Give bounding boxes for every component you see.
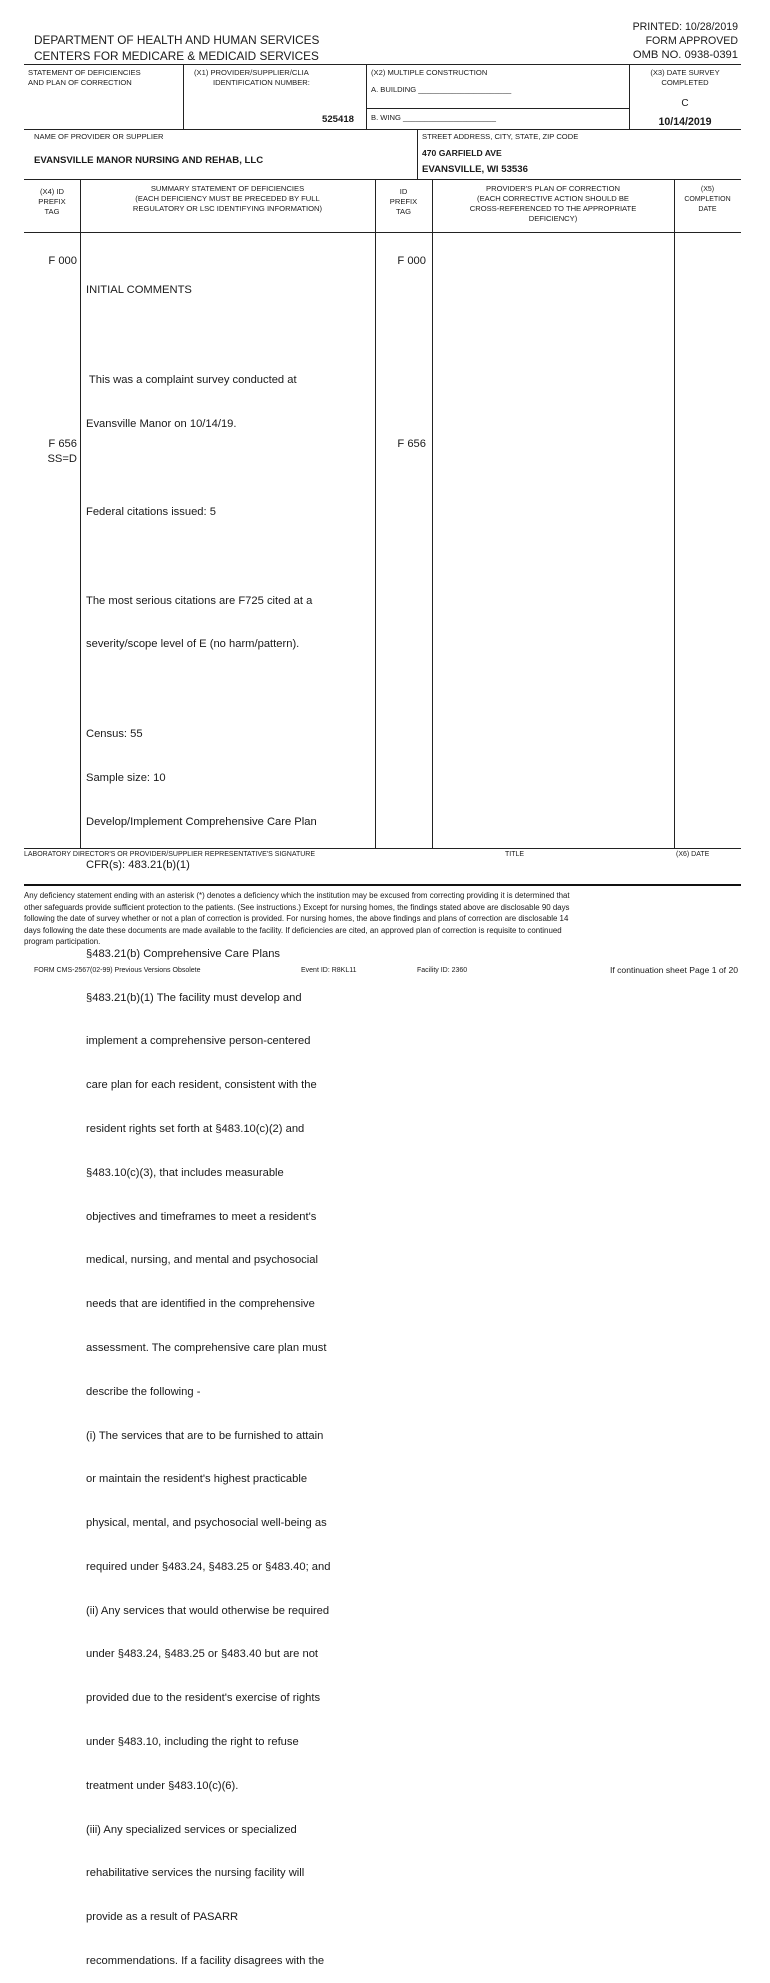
body-line: physical, mental, and psychosocial well-being as xyxy=(86,1517,327,1530)
body-line: Federal citations issued: 5 xyxy=(86,506,216,519)
x2-building: A. BUILDING ______________________ xyxy=(371,85,512,94)
body-line: §483.21(b) Comprehensive Care Plans xyxy=(86,947,281,960)
disclaimer-line: program participation. xyxy=(24,937,101,947)
completion-date-header: (X5) COMPLETION DATE xyxy=(684,186,731,213)
printed-date: PRINTED: 10/28/2019 xyxy=(632,21,738,33)
body-line: Census: 55 xyxy=(86,728,143,740)
disclaimer-text xyxy=(24,890,741,948)
body-line: Develop/Implement Comprehensive Care Plan xyxy=(86,815,317,828)
provider-name: EVANSVILLE MANOR NURSING AND REHAB, LLC xyxy=(34,155,264,166)
body-line: treatment under §483.10(c)(6). xyxy=(86,1779,239,1792)
body-line: (i) The services that are to be furnished to attain xyxy=(86,1429,324,1442)
street-address: 470 GARFIELD AVE xyxy=(422,148,502,158)
x2-label: (X2) MULTIPLE CONSTRUCTION xyxy=(371,68,488,77)
title-label: TITLE xyxy=(505,851,525,858)
address-label: STREET ADDRESS, CITY, STATE, ZIP CODE xyxy=(422,132,579,141)
body-line: implement a comprehensive person-centered xyxy=(86,1035,311,1048)
body-line: or maintain the resident's highest practicable xyxy=(86,1473,308,1486)
form-id: FORM CMS-2567(02-99) Previous Versions Obsolete xyxy=(34,967,201,974)
body-line: Evansville Manor on 10/14/19. xyxy=(86,417,237,430)
body-line xyxy=(86,327,372,342)
signature-label: LABORATORY DIRECTOR'S OR PROVIDER/SUPPLIER REPRESENTATIVE'S SIGNATURE xyxy=(24,851,316,858)
body-line: assessment. The comprehensive care plan must xyxy=(86,1341,327,1354)
body-line: The most serious citations are F725 cited at a xyxy=(86,594,313,607)
body-line: care plan for each resident, consistent with the xyxy=(86,1079,317,1092)
omb-number: OMB NO. 0938-0391 xyxy=(632,49,738,61)
summary-header: SUMMARY STATEMENT OF DEFICIENCIES (EACH DEFICIENCY MUST BE PRECEDED BY FULL REGULATORY OR LSC IDENTIFYING INFORMATION) xyxy=(132,184,323,213)
department-title: DEPARTMENT OF HEALTH AND HUMAN SERVICES xyxy=(34,33,320,47)
provider-id-number: 525418 xyxy=(322,114,355,125)
agency-title: CENTERS FOR MEDICARE & MEDICAID SERVICES xyxy=(34,49,319,63)
body-line: provide as a result of PASARR xyxy=(86,1911,239,1924)
survey-date: 10/14/2019 xyxy=(658,116,712,128)
body-line: needs that are identified in the comprehensive xyxy=(86,1298,315,1311)
body-line: objectives and timeframes to meet a resident's xyxy=(86,1210,317,1223)
x3-letter: C xyxy=(681,98,689,109)
body-line: medical, nursing, and mental and psychosocial xyxy=(86,1254,318,1267)
x1-label: (X1) PROVIDER/SUPPLIER/CLIA IDENTIFICATION NUMBER: xyxy=(194,68,310,87)
body-line xyxy=(86,681,372,696)
body-line: §483.10(c)(3), that includes measurable xyxy=(86,1166,284,1179)
page-indicator: If continuation sheet Page 1 of 20 xyxy=(609,965,738,975)
prefix-tag: F 656 xyxy=(48,438,77,450)
body-line: under §483.10, including the right to refuse xyxy=(86,1735,299,1748)
disclaimer-line: following the date of survey whether or not a plan of correction is provided. For nursing homes, the above findings and plans of correction are disclosable 14 xyxy=(24,914,569,924)
id-prefix-header: ID PREFIX TAG xyxy=(389,187,418,216)
x4-id-prefix-header: (X4) ID PREFIX TAG xyxy=(38,187,66,216)
scope-severity-tag: SS=D xyxy=(47,453,77,465)
body-line: describe the following - xyxy=(86,1385,201,1398)
statement-label: STATEMENT OF DEFICIENCIES AND PLAN OF CORRECTION xyxy=(28,68,141,87)
body-line: required under §483.24, §483.25 or §483.40; and xyxy=(86,1560,331,1573)
prefix-tag: F 000 xyxy=(48,255,77,267)
deficiency-summary-text xyxy=(86,254,372,1983)
body-line: Sample size: 10 xyxy=(86,771,166,784)
signature-date-label: (X6) DATE xyxy=(676,851,710,858)
body-line: INITIAL COMMENTS xyxy=(86,284,192,297)
form-approved: FORM APPROVED xyxy=(645,35,738,47)
body-line: This was a complaint survey conducted at xyxy=(86,373,297,386)
body-line: recommendations. If a facility disagrees with the xyxy=(86,1954,325,1967)
body-line: rehabilitative services the nursing facility will xyxy=(86,1867,305,1880)
body-line xyxy=(86,549,372,564)
prefix-tag: F 656 xyxy=(397,438,426,450)
provider-label: NAME OF PROVIDER OR SUPPLIER xyxy=(34,132,164,141)
body-line: (iii) Any specialized services or specialized xyxy=(86,1823,297,1836)
body-line: severity/scope level of E (no harm/pattern). xyxy=(86,638,300,651)
body-line: provided due to the resident's exercise of rights xyxy=(86,1692,321,1705)
x2-wing: B. WING ______________________ xyxy=(371,113,496,122)
body-line: resident rights set forth at §483.10(c)(2) and xyxy=(86,1123,305,1136)
city-state-zip: EVANSVILLE, WI 53536 xyxy=(422,164,528,175)
disclaimer-line: other safeguards provide sufficient protection to the patients. (See instructions.) Except for nursing homes, the findings stated above are disclosable 90 days xyxy=(24,902,570,912)
body-line: CFR(s): 483.21(b)(1) xyxy=(86,859,190,872)
body-line: (ii) Any services that would otherwise be required xyxy=(86,1604,330,1617)
body-line xyxy=(86,460,372,475)
disclaimer-line: Any deficiency statement ending with an asterisk (*) denotes a deficiency which the institution may be excused from correcting providing it is determined that xyxy=(24,891,570,900)
prefix-tag: F 000 xyxy=(397,255,426,267)
body-line: under §483.24, §483.25 or §483.40 but are not xyxy=(86,1648,319,1661)
facility-id: Facility ID: 2360 xyxy=(417,967,468,974)
event-id: Event ID: R8KL11 xyxy=(301,967,357,974)
body-line: §483.21(b)(1) The facility must develop and xyxy=(86,991,302,1004)
x3-label: (X3) DATE SURVEY COMPLETED xyxy=(650,68,720,87)
plan-of-correction-header: PROVIDER'S PLAN OF CORRECTION (EACH CORRECTIVE ACTION SHOULD BE CROSS-REFERENCED TO THE APPROPRIATE DEFICIENCY) xyxy=(469,184,637,223)
disclaimer-line: days following the date these documents are made available to the facility. If deficiencies are cited, an approved plan of correction is requisite to continued xyxy=(24,925,562,935)
